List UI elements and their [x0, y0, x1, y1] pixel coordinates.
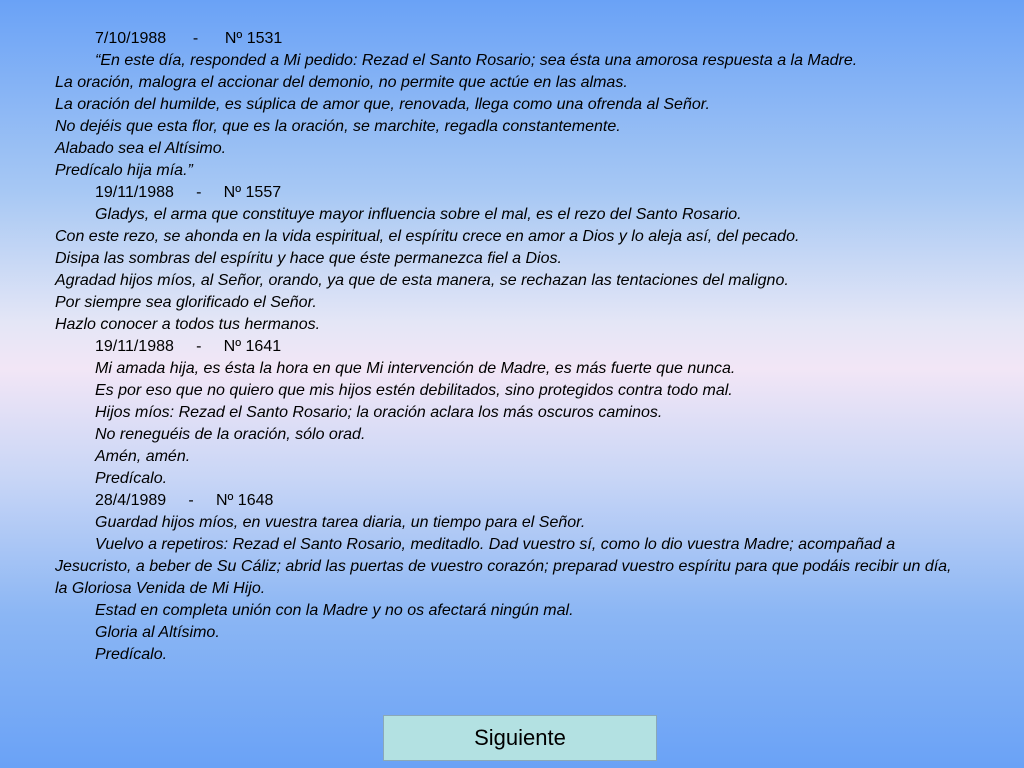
message-date-header: 28/4/1989 - Nº 1648	[95, 492, 274, 509]
message-line: Mi amada hija, es ésta la hora en que Mi intervención de Madre, es más fuerte que nunca.	[95, 360, 736, 377]
message-line: Amén, amén.	[95, 448, 191, 465]
message-block	[55, 490, 955, 666]
message-line: No dejéis que esta flor, que es la oración, se marchite, regadla constantemente.	[55, 118, 621, 135]
next-button[interactable]: Siguiente	[383, 715, 657, 761]
message-line: No reneguéis de la oración, sólo orad.	[95, 426, 366, 443]
message-line: Guardad hijos míos, en vuestra tarea diaria, un tiempo para el Señor.	[95, 514, 586, 531]
message-line: Estad en completa unión con la Madre y no os afectará ningún mal.	[95, 602, 574, 619]
message-date-header: 7/10/1988 - Nº 1531	[95, 30, 283, 47]
message-line: La oración del humilde, es súplica de amor que, renovada, llega como una ofrenda al Señor.	[55, 96, 710, 113]
message-block	[55, 28, 955, 182]
message-line: Predícalo.	[95, 646, 168, 663]
message-date-header: 19/11/1988 - Nº 1557	[95, 184, 282, 201]
message-line: Por siempre sea glorificado el Señor.	[55, 294, 317, 311]
message-line: La oración, malogra el accionar del demonio, no permite que actúe en las almas.	[55, 74, 628, 91]
message-text-body	[55, 28, 955, 666]
message-line: Disipa las sombras del espíritu y hace que éste permanezca fiel a Dios.	[55, 250, 562, 267]
message-line: Con este rezo, se ahonda en la vida espiritual, el espíritu crece en amor a Dios y lo aleja así, del pecado.	[55, 228, 800, 245]
message-line: Agradad hijos míos, al Señor, orando, ya que de esta manera, se rechazan las tentaciones del maligno.	[55, 272, 789, 289]
message-line: Predícalo.	[95, 470, 168, 487]
message-line: Hijos míos: Rezad el Santo Rosario; la oración aclara los más oscuros caminos.	[95, 404, 663, 421]
message-line: Gladys, el arma que constituye mayor influencia sobre el mal, es el rezo del Santo Rosario.	[95, 206, 742, 223]
message-date-header: 19/11/1988 - Nº 1641	[95, 338, 282, 355]
message-line: Alabado sea el Altísimo.	[55, 140, 227, 157]
message-line: Hazlo conocer a todos tus hermanos.	[55, 316, 321, 333]
message-line: Es por eso que no quiero que mis hijos estén debilitados, sino protegidos contra todo mal.	[95, 382, 733, 399]
message-line: Predícalo hija mía.”	[55, 162, 193, 179]
message-line-text: Vuelvo a repetiros: Rezad el Santo Rosario, meditadlo. Dad vuestro sí, como lo dio vuestra Madre; acompañad a Jesucristo, a beber de Su Cáliz; abrid las puertas de vuestro corazón; preparad vuestro espíritu para que podáis recibir un día, la Gloriosa Venida de Mi Hijo.	[55, 536, 952, 597]
message-line	[55, 534, 955, 600]
message-line: “En este día, responded a Mi pedido: Rezad el Santo Rosario; sea ésta una amorosa respuesta a la Madre.	[95, 52, 858, 69]
message-block	[55, 336, 955, 490]
message-line: Gloria al Altísimo.	[95, 624, 220, 641]
message-block	[55, 182, 955, 336]
